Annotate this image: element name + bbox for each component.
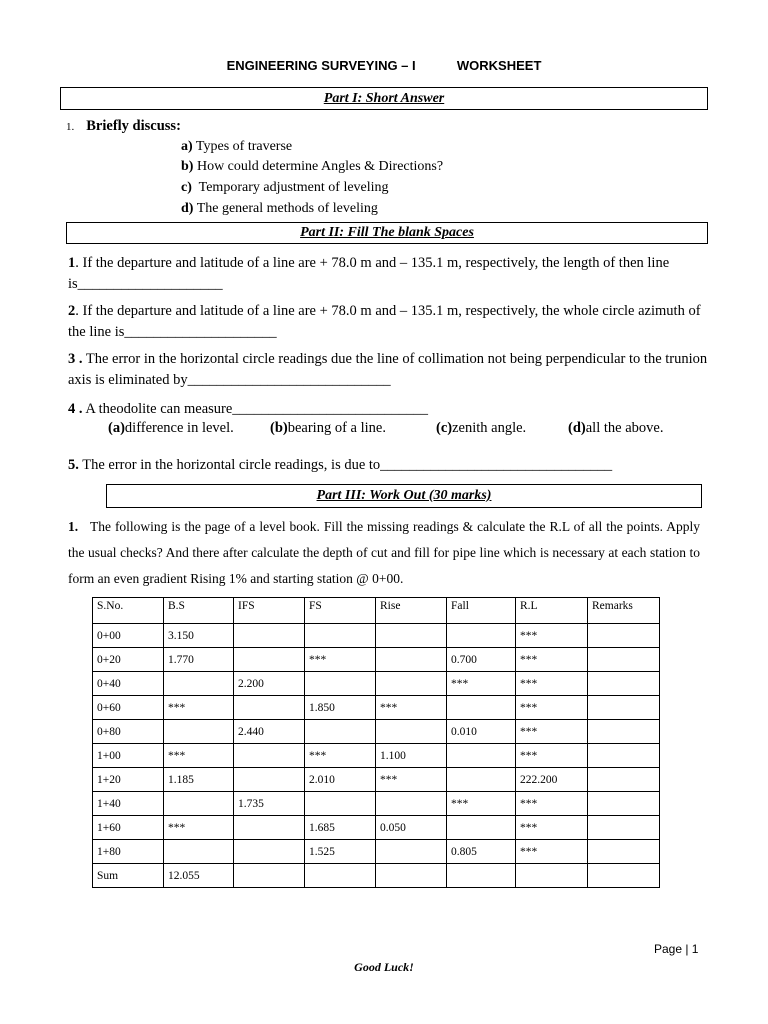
question-text: . If the departure and latitude of a line are + 78.0 m and – 135.1 m, respectively, the length of then line is____________________ — [68, 255, 670, 292]
part2-q4-options — [108, 420, 708, 437]
part1-q-num: 1. — [66, 121, 75, 133]
question-text: The error in the horizontal circle readings due the line of collimation not being perpendicular to the trunion axis is eliminated by____________________________ — [68, 351, 708, 388]
table-cell: 0.050 — [376, 816, 447, 840]
option-text: zenith angle. — [452, 420, 527, 436]
table-cell — [588, 720, 660, 744]
part1-question — [66, 118, 181, 135]
table-cell — [376, 720, 447, 744]
table-row — [93, 744, 660, 768]
question-number: 1. — [68, 519, 79, 534]
option-a — [108, 420, 270, 437]
question-number: 5. — [68, 457, 79, 473]
header-cell: Rise — [376, 598, 447, 624]
table-cell: 2.010 — [305, 768, 376, 792]
part2-question-2 — [68, 301, 708, 343]
title-worksheet: WORKSHEET — [456, 58, 542, 73]
table-cell — [588, 696, 660, 720]
table-row — [93, 840, 660, 864]
question-text: A theodolite can measure___________________________ — [82, 401, 429, 417]
table-cell: 222.200 — [516, 768, 588, 792]
title-subject: ENGINEERING SURVEYING – I — [226, 58, 416, 73]
table-cell — [588, 672, 660, 696]
table-cell: *** — [164, 744, 234, 768]
table-cell: *** — [516, 792, 588, 816]
table-cell — [588, 816, 660, 840]
table-cell — [234, 840, 305, 864]
table-row — [93, 696, 660, 720]
table-cell — [305, 792, 376, 816]
table-cell: *** — [516, 624, 588, 648]
table-cell: 2.440 — [234, 720, 305, 744]
table-cell — [164, 720, 234, 744]
option-text: difference in level. — [124, 420, 234, 436]
item-text: How could determine Angles & Directions? — [193, 159, 444, 174]
option-letter: (d) — [568, 420, 586, 436]
table-cell: 1.685 — [305, 816, 376, 840]
table-row — [93, 624, 660, 648]
table-cell — [376, 624, 447, 648]
table-cell: 0+00 — [93, 624, 164, 648]
table-cell — [516, 864, 588, 888]
table-cell — [234, 816, 305, 840]
table-cell: 0+60 — [93, 696, 164, 720]
table-cell — [164, 792, 234, 816]
part3-heading: Part III: Work Out (30 marks) — [316, 488, 492, 503]
header-cell: S.No. — [93, 598, 164, 624]
page-title — [0, 58, 768, 73]
part1-heading-box — [60, 87, 708, 110]
table-row — [93, 720, 660, 744]
table-cell — [447, 768, 516, 792]
table-cell: *** — [516, 672, 588, 696]
table-cell — [376, 648, 447, 672]
part2-heading: Part II: Fill The blank Spaces — [300, 225, 474, 240]
part2-question-5 — [68, 455, 708, 476]
table-cell — [305, 672, 376, 696]
option-b — [270, 420, 436, 437]
table-cell — [588, 840, 660, 864]
header-cell: Remarks — [588, 598, 660, 624]
question-number: 1 — [68, 255, 76, 271]
table-cell — [588, 648, 660, 672]
question-number: 4 . — [68, 401, 83, 417]
table-cell: 0+80 — [93, 720, 164, 744]
table-row — [93, 768, 660, 792]
table-cell — [234, 864, 305, 888]
table-cell: *** — [516, 696, 588, 720]
table-row — [93, 816, 660, 840]
table-cell: 0+20 — [93, 648, 164, 672]
header-cell: IFS — [234, 598, 305, 624]
table-cell — [447, 864, 516, 888]
table-cell: 1.100 — [376, 744, 447, 768]
table-cell — [234, 768, 305, 792]
table-cell: *** — [376, 696, 447, 720]
item-letter: d) — [181, 201, 194, 216]
question-number: 2 — [68, 303, 76, 319]
item-letter: a) — [181, 139, 193, 154]
item-text: Temporary adjustment of leveling — [191, 180, 389, 195]
table-cell — [447, 816, 516, 840]
table-row — [93, 648, 660, 672]
header-cell: FS — [305, 598, 376, 624]
part1-item-a — [181, 139, 292, 155]
table-cell: *** — [516, 648, 588, 672]
table-header-row — [93, 598, 660, 624]
item-letter: b) — [181, 159, 194, 174]
part1-item-b — [181, 159, 443, 175]
table-cell: 1+40 — [93, 792, 164, 816]
item-text: The general methods of leveling — [193, 201, 378, 216]
option-text: bearing of a line. — [287, 420, 386, 436]
table-cell — [588, 792, 660, 816]
table-cell — [376, 672, 447, 696]
table-cell: 1.185 — [164, 768, 234, 792]
table-cell: 0.805 — [447, 840, 516, 864]
table-cell — [588, 624, 660, 648]
table-cell: *** — [305, 648, 376, 672]
table-cell: *** — [164, 696, 234, 720]
table-cell: 0+40 — [93, 672, 164, 696]
table-cell — [234, 648, 305, 672]
table-cell — [447, 744, 516, 768]
table-cell — [164, 672, 234, 696]
table-cell — [305, 864, 376, 888]
table-cell: *** — [516, 744, 588, 768]
table-cell: 1+80 — [93, 840, 164, 864]
table-cell: *** — [447, 792, 516, 816]
table-cell — [376, 792, 447, 816]
table-cell: *** — [516, 840, 588, 864]
part1-item-c — [181, 180, 389, 196]
table-cell — [164, 840, 234, 864]
table-cell — [234, 624, 305, 648]
table-row — [93, 672, 660, 696]
table-row — [93, 792, 660, 816]
question-text: The following is the page of a level book. Fill the missing readings & calculate the R.L of all the points. Apply the usual checks? And there after calculate the depth of cut and fill for pipe line which is necessary at each station to form an even gradient Rising 1% and starting station @ 0+00. — [68, 519, 700, 586]
table-cell: 0.700 — [447, 648, 516, 672]
table-cell: 1.525 — [305, 840, 376, 864]
part2-question-1 — [68, 253, 708, 295]
table-row-sum — [93, 864, 660, 888]
table-cell: *** — [447, 672, 516, 696]
option-letter: (b) — [270, 420, 288, 436]
table-cell — [234, 696, 305, 720]
option-c — [436, 420, 568, 437]
table-cell: *** — [305, 744, 376, 768]
table-cell: 1+60 — [93, 816, 164, 840]
table-cell: *** — [376, 768, 447, 792]
question-number: 3 . — [68, 351, 83, 367]
option-letter: (c) — [436, 420, 453, 436]
option-letter: (a) — [108, 420, 125, 436]
question-text: . If the departure and latitude of a line are + 78.0 m and – 135.1 m, respectively, the whole circle azimuth of the line is_____________________ — [68, 303, 701, 340]
item-letter: c) — [181, 180, 192, 195]
table-cell: *** — [164, 816, 234, 840]
table-cell: *** — [516, 720, 588, 744]
question-text: The error in the horizontal circle readings, is due to________________________________ — [78, 457, 613, 473]
header-cell: Fall — [447, 598, 516, 624]
part2-heading-box — [66, 222, 708, 244]
table-cell — [376, 840, 447, 864]
table-cell — [305, 720, 376, 744]
header-cell: B.S — [164, 598, 234, 624]
table-cell: 3.150 — [164, 624, 234, 648]
table-cell: 0.010 — [447, 720, 516, 744]
item-text: Types of traverse — [192, 139, 293, 154]
table-cell: 1.770 — [164, 648, 234, 672]
part2-question-4 — [68, 399, 708, 420]
part1-item-d — [181, 201, 378, 217]
part2-question-3 — [68, 349, 708, 391]
table-cell: 2.200 — [234, 672, 305, 696]
table-cell — [376, 864, 447, 888]
table-cell: 1.850 — [305, 696, 376, 720]
table-cell — [588, 744, 660, 768]
page-number: Page | 1 — [654, 942, 699, 956]
part1-heading: Part I: Short Answer — [323, 91, 445, 106]
table-cell — [305, 624, 376, 648]
table-cell: Sum — [93, 864, 164, 888]
table-cell — [588, 864, 660, 888]
header-cell: R.L — [516, 598, 588, 624]
option-d — [568, 420, 663, 437]
part3-heading-box — [106, 484, 702, 508]
table-cell: 1.735 — [234, 792, 305, 816]
table-cell: 12.055 — [164, 864, 234, 888]
table-cell — [447, 624, 516, 648]
level-book-table — [92, 597, 660, 888]
table-cell — [588, 768, 660, 792]
part3-question — [68, 514, 700, 592]
option-text: all the above. — [585, 420, 664, 436]
table-cell — [447, 696, 516, 720]
table-cell: 1+00 — [93, 744, 164, 768]
table-cell — [234, 744, 305, 768]
part1-q-label: Briefly discuss: — [86, 118, 181, 134]
table-cell: 1+20 — [93, 768, 164, 792]
good-luck-text: Good Luck! — [354, 960, 414, 974]
table-cell: *** — [516, 816, 588, 840]
